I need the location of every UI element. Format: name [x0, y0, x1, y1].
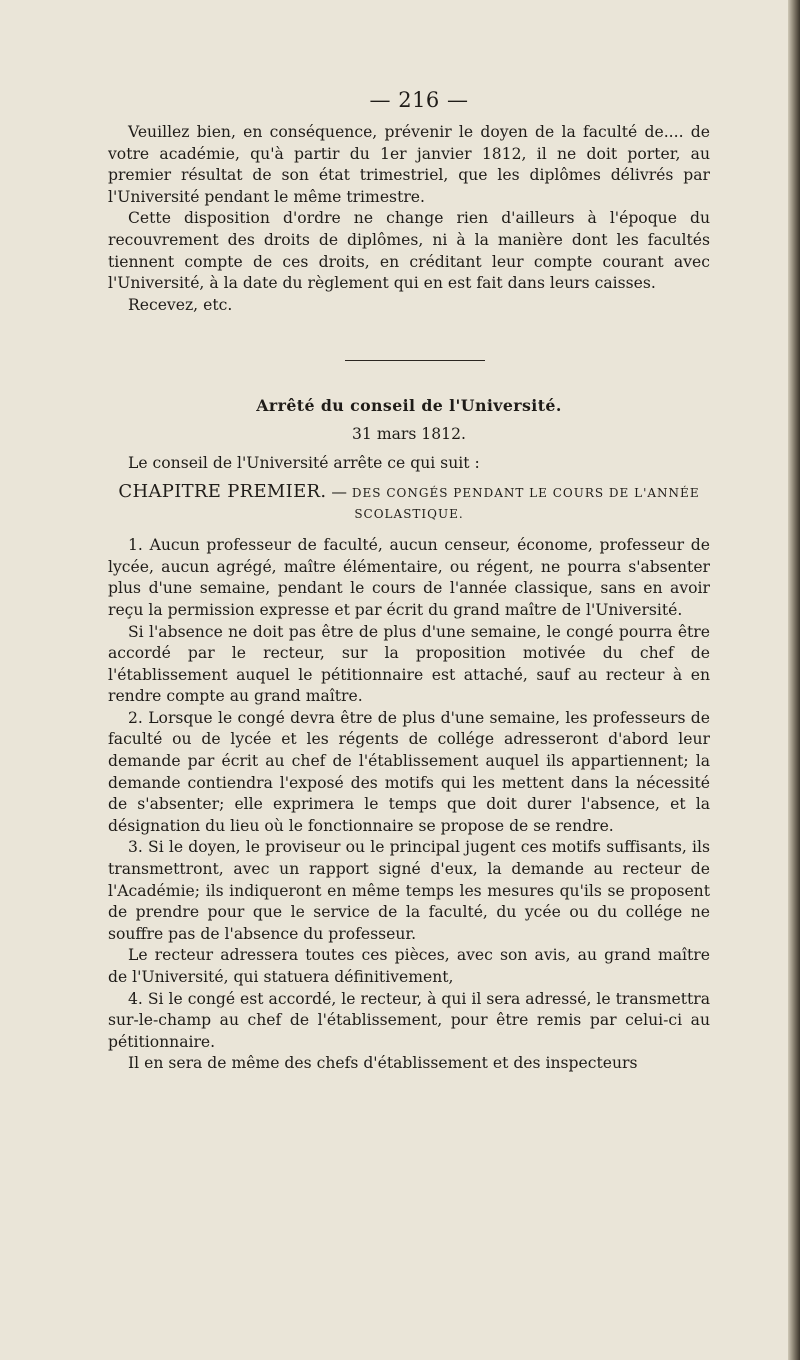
page-content [108, 88, 710, 1075]
decree-intro: Le conseil de l'Université arrête ce qui suit : [128, 453, 480, 472]
decree-date: 31 mars 1812. [352, 424, 466, 443]
article-paragraph: Si l'absence ne doit pas être de plus d'une semaine, le congé pourra être accordé par le recteur, sur la proposition motivée du chef de l'établissement auquel le pétitionnaire est attaché, sauf au recteur à en rendre compte au grand maître. [108, 622, 710, 706]
page-number: — 216 — [369, 88, 469, 112]
chapter-heading [108, 482, 710, 524]
article-paragraph: Le recteur adressera toutes ces pièces, avec son avis, au grand maître de l'Université, qui statuera définitivement, [108, 946, 710, 986]
article-paragraph: 1. Aucun professeur de faculté, aucun censeur, économe, professeur de lycée, aucun agrégé, maître élémentaire, ou régent, ne pourra s'absenter plus d'une semaine, pendant le cours de l'année classique, sans en avoir reçu la permission expresse et par écrit du grand maître de l'Université. [108, 536, 710, 619]
letter-paragraph-1: Veuillez bien, en conséquence, prévenir le doyen de la faculté de.... de votre académie, qu'à partir du 1er janvier 1812, il ne doit porter, au premier résultat de son état trimestriel, que les diplômes délivrés par l'Université pendant le même trimestre. [108, 123, 710, 206]
decree-title: Arrêté du conseil de l'Université. [256, 396, 562, 416]
letter-closing: Recevez, etc. [128, 295, 233, 314]
letter-paragraph-2: Cette disposition d'ordre ne change rien d'ailleurs à l'époque du recouvrement des droits de diplômes, ni à la manière dont les facultés tiennent compte de ces droits, en créditant leur compte courant avec l'Université, à la date du règlement qui en est fait dans leurs caisses. [108, 209, 710, 293]
section-divider [345, 360, 485, 361]
chapter-label: CHAPITRE PREMIER. [118, 481, 327, 503]
book-binding-edge [788, 0, 800, 1360]
chapter-dash: — [326, 483, 352, 502]
article-paragraph: Il en sera de même des chefs d'établissement et des inspecteurs [128, 1054, 638, 1073]
chapter-title: DES CONGÉS PENDANT LE COURS DE L'ANNÉE SCOLASTIQUE. [351, 486, 700, 522]
article-paragraph: 3. Si le doyen, le proviseur ou le principal jugent ces motifs suffisants, ils transmettront, avec un rapport signé d'eux, la demande au recteur de l'Académie; ils indiqueront en même temps les mesures qu'ils se proposent de prendre pour que le service de la faculté, du ycée ou du collége ne souffre pas de l'absence du professeur. [108, 838, 710, 943]
article-paragraph: 2. Lorsque le congé devra être de plus d'une semaine, les professeurs de faculté ou de lycée et les régents de collége adresseront d'abord leur demande par écrit au chef de l'établissement auquel ils appartiennent; la demande contiendra l'exposé des motifs qui les mettent dans la nécessité de s'absenter; elle exprimera le temps que doit durer l'absence, et la désignation du lieu où le fonctionnaire se propose de se rendre. [108, 708, 710, 835]
article-paragraph: 4. Si le congé est accordé, le recteur, à qui il sera adressé, le transmettra sur-le-champ au chef de l'établissement, pour être remis par celui-ci au pétitionnaire. [108, 989, 710, 1051]
